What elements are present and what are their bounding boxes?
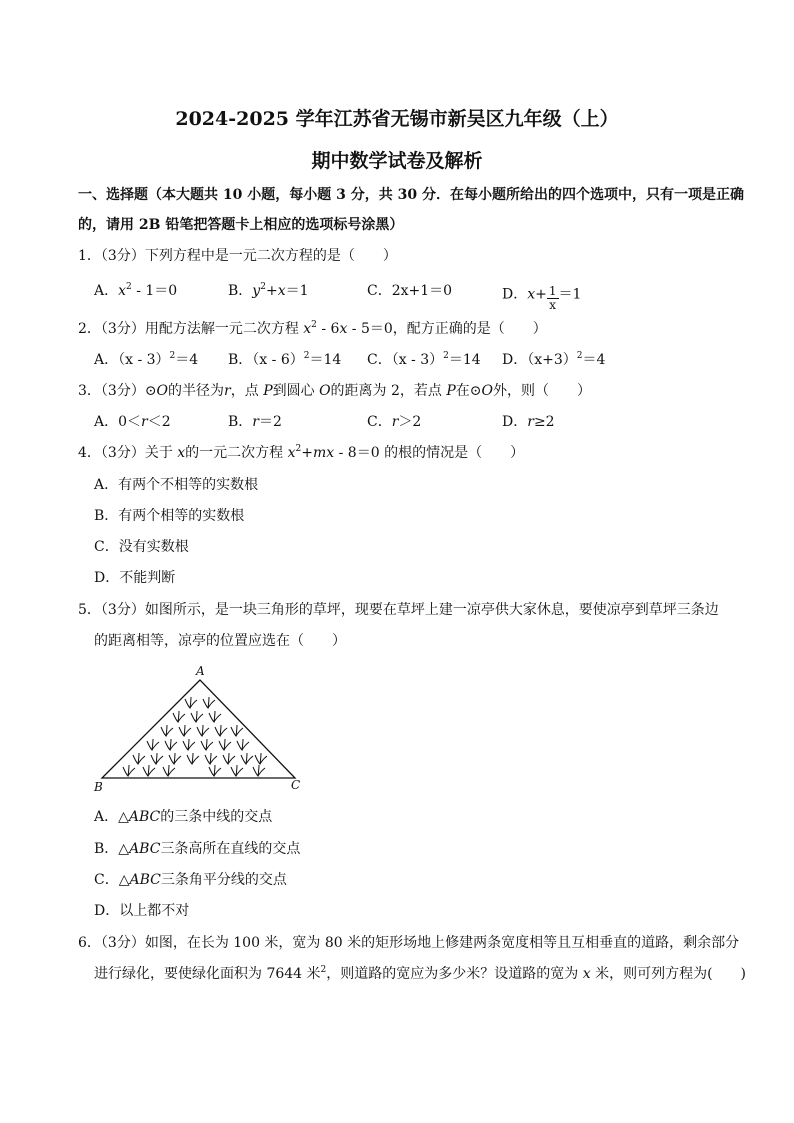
grass-tuft [237, 739, 249, 750]
section-instructions-line2: 的，请用 2B 铅笔把答题卡上相应的选项标号涂黑） [78, 217, 404, 233]
q3-option-d: D．r≥2 [502, 414, 555, 430]
q5-stem-line2: 的距离相等，凉亭的位置应选在（ ） [94, 633, 346, 649]
grass-tuft [241, 753, 253, 764]
grass-tuft [197, 725, 209, 736]
exam-title: 2024-2025 学年江苏省无锡市新吴区九年级（上） [175, 108, 619, 130]
q3-option-a: A．0＜r＜2 [94, 414, 171, 430]
grass-tuft [231, 765, 243, 776]
q2-option-c: C．（x - 3）$^2$＝14 [367, 351, 481, 368]
q6-stem-line2: 进行绿化，要使绿化面积为 7644 米$^2$，则道路的宽应为多少米？设道路的宽为 x 米，则可列方程为( ) [94, 965, 746, 982]
q3-stem: 3．（3分）⊙O的半径为r，点 P到圆心 O的距离为 2，若点 P在⊙O外，则（ ） [78, 383, 591, 399]
grass-tuft [223, 753, 235, 764]
q5-option-b: B．△ABC三条高所在直线的交点 [94, 841, 301, 857]
q2-stem: 2．（3分）用配方法解一元二次方程 $x^2 - 6x - 5=0$，配方正确的是（ ） [78, 320, 547, 337]
grass-tuft [231, 725, 243, 736]
q3-option-c: C．r＞2 [367, 414, 422, 430]
grass-tuft [173, 711, 185, 722]
grass-tuft [187, 753, 199, 764]
q4-option-b: B．有两个相等的实数根 [94, 508, 245, 524]
grass-tuft [161, 725, 173, 736]
grass-tuft [165, 739, 177, 750]
vertex-label-b: B [94, 780, 103, 794]
grass-marks [123, 697, 267, 776]
q5-option-c: C．△ABC三条角平分线的交点 [94, 872, 287, 888]
grass-tuft [253, 765, 265, 776]
q1-stem: 1．（3分）下列方程中是一元二次方程的是（ ） [78, 248, 397, 264]
grass-tuft [255, 753, 267, 764]
grass-tuft [151, 753, 163, 764]
q5-option-d: D．以上都不对 [94, 903, 190, 919]
q6-stem-line1: 6．（3分）如图，在长为 100 米，宽为 80 米的矩形场地上修建两条宽度相等且互相垂直的道路，剩余部分 [78, 935, 740, 951]
q2-option-b: B．（x - 6）$^2$＝14 [228, 351, 342, 368]
q2-option-a: A．（x - 3）$^2$＝4 [94, 351, 199, 368]
q4-stem: 4．（3分）关于 x的一元二次方程 $x^2+mx - 8=0$ 的根的情况是（ ） [78, 444, 525, 461]
q3-option-b: B．r＝2 [228, 414, 282, 430]
vertex-label-c: C [291, 778, 301, 792]
grass-tuft [209, 765, 221, 776]
grass-tuft [209, 711, 221, 722]
q1-option-a: A．$x^2 - 1=0$ [94, 282, 178, 299]
grass-tuft [201, 739, 213, 750]
grass-tuft [185, 697, 197, 708]
grass-tuft [147, 739, 159, 750]
triangle-outline [102, 680, 295, 778]
grass-tuft [215, 725, 227, 736]
grass-tuft [163, 765, 175, 776]
grass-tuft [205, 753, 217, 764]
grass-tuft [133, 753, 145, 764]
section-instructions-line1: 一、选择题（本大题共 10 小题，每小题 3 分，共 30 分．在每小题所给出的四个选项中，只有一项是正确 [78, 187, 744, 203]
grass-tuft [123, 765, 135, 776]
grass-tuft [203, 697, 215, 708]
q4-option-c: C．没有实数根 [94, 539, 189, 555]
triangle-lawn-figure [90, 660, 320, 800]
q1-d-fraction: $\frac{1}{x}$ [548, 284, 557, 312]
grass-tuft [183, 739, 195, 750]
q4-option-a: A．有两个不相等的实数根 [94, 477, 259, 493]
q1-option-b: B．$y^2+x=1$ [228, 282, 309, 299]
grass-tuft [191, 711, 203, 722]
grass-tuft [143, 765, 155, 776]
q1-option-d: D．x+ $\frac{1}{x}$ ＝1 [502, 284, 582, 312]
q5-option-a: A．△ABC的三条中线的交点 [94, 809, 273, 825]
q5-stem-line1: 5．（3分）如图所示，是一块三角形的草坪，现要在草坪上建一凉亭供大家休息，要使凉亭到草坪三条边 [78, 602, 719, 618]
q2-option-d: D．$(x+3)^2=4$ [502, 351, 606, 368]
grass-tuft [169, 753, 181, 764]
exam-subtitle: 期中数学试卷及解析 [311, 150, 483, 172]
vertex-label-a: A [196, 664, 205, 678]
grass-tuft [179, 725, 191, 736]
grass-tuft [219, 739, 231, 750]
q1-option-c: C．2x+1＝0 [367, 283, 453, 299]
q4-option-d: D．不能判断 [94, 570, 176, 586]
